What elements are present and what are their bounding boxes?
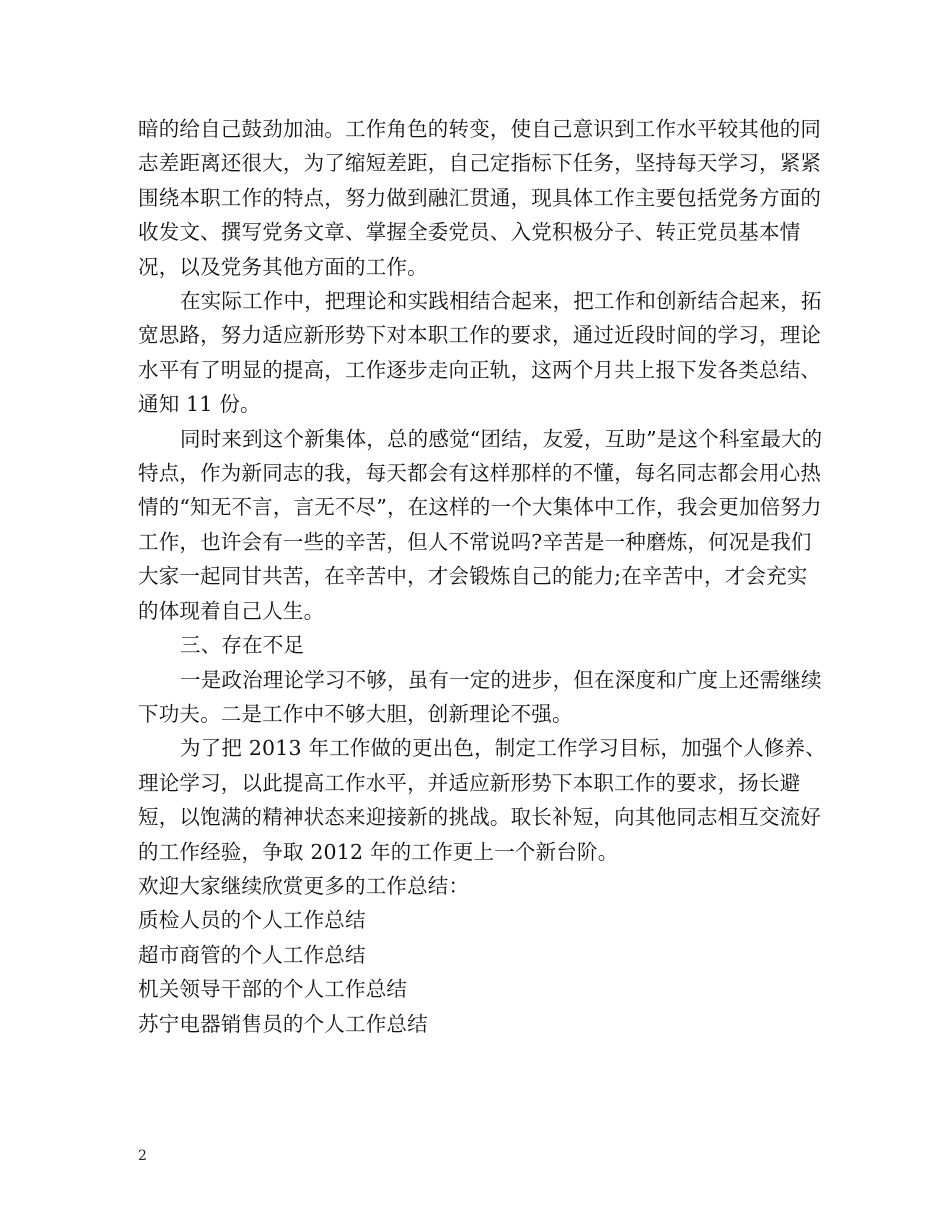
related-link[interactable]: 超市商管的个人工作总结 <box>138 942 366 967</box>
related-link[interactable]: 苏宁电器销售员的个人工作总结 <box>138 1011 428 1036</box>
paragraph-practice: 在实际工作中，把理论和实践相结合起来，把工作和创新结合起来，拓宽思路，努力适应新形势下对本职工作的要求，通过近段时间的学习，理论水平有了明显的提高，工作逐步走向正轨，这两个月共上报下发各类总结、通知 11 份。 <box>138 289 822 417</box>
page-number: 2 <box>138 1148 147 1164</box>
paragraph-continuation: 暗的给自己鼓劲加油。工作角色的转变，使自己意识到工作水平较其他的同志差距离还很大，为了缩短差距，自己定指标下任务，坚持每天学习，紧紧围绕本职工作的特点，努力做到融汇贯通，现具体工作主要包括党务方面的收发文、撰写党务文章、掌握全委党员、入党积极分子、转正党员基本情况，以及党务其他方面的工作。 <box>138 117 822 279</box>
paragraph-team: 同时来到这个新集体，总的感觉“团结，友爱，互助”是这个科室最大的特点，作为新同志的我，每天都会有这样那样的不懂，每名同志都会用心热情的“知无不言，言无不尽”，在这样的一个大集体中工作，我会更加倍努力工作，也许会有一些的辛苦，但人不常说吗?辛苦是一种磨炼，何况是我们大家一起同甘共苦，在辛苦中，才会锻炼自己的能力;在辛苦中，才会充实的体现着自己人生。 <box>138 426 823 623</box>
related-links-list <box>138 903 828 1041</box>
related-link[interactable]: 机关领导干部的个人工作总结 <box>138 977 408 1002</box>
related-link[interactable]: 质检人员的个人工作总结 <box>138 908 366 933</box>
paragraph-shortcomings: 一是政治理论学习不够，虽有一定的进步，但在深度和广度上还需继续下功夫。二是工作中不够大胆，创新理论不强。 <box>138 667 822 726</box>
document-body <box>138 112 828 1041</box>
more-summaries-heading: 欢迎大家继续欣赏更多的工作总结： <box>138 873 470 898</box>
paragraph-goals: 为了把 2013 年工作做的更出色，制定工作学习目标，加强个人修养、理论学习，以此提高工作水平，并适应新形势下本职工作的要求，扬长避短，以饱满的精神状态来迎接新的挑战。取长补短，向其他同志相互交流好的工作经验，争取 2012 年的工作更上一个新台阶。 <box>138 736 827 864</box>
section-heading-shortcomings: 三、存在不足 <box>180 633 305 658</box>
